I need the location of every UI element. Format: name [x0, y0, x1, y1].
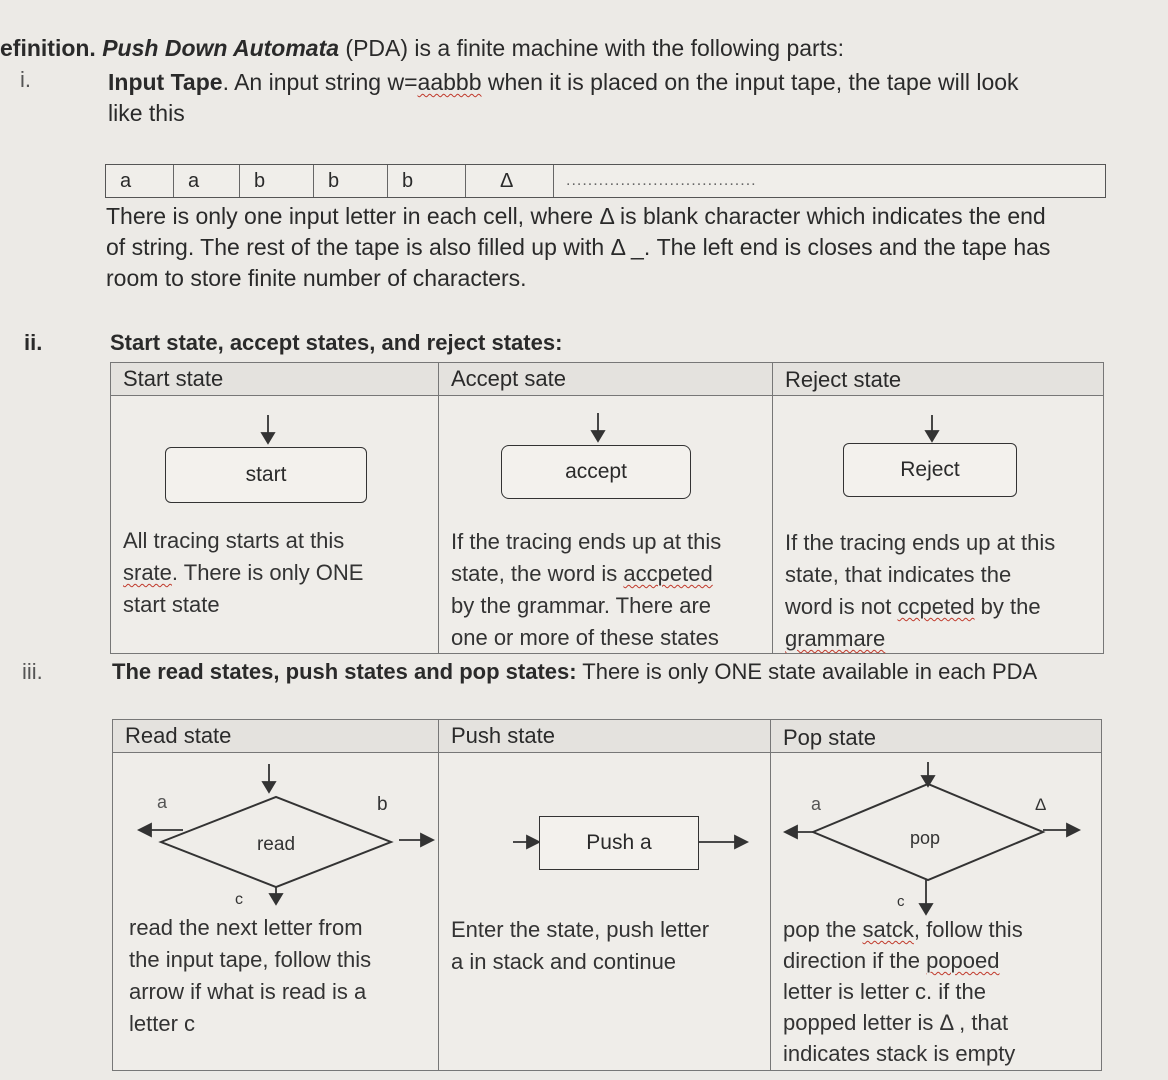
read-down-label: c — [235, 891, 243, 908]
accept-desc-line4: one or more of these states — [451, 625, 719, 650]
tape-cell: b — [240, 165, 314, 197]
pop-desc-line1-c: , follow this — [913, 917, 1023, 942]
start-desc-line2-rest: . There is only ONE — [171, 560, 364, 585]
definition-rest: (PDA) is a finite machine with the following parts: — [339, 35, 844, 61]
pop-desc-line5: indicates stack is empty — [783, 1041, 1016, 1066]
start-state-header: Start state — [123, 366, 224, 391]
read-label: read — [256, 834, 296, 855]
pop-state-header: Pop state — [783, 725, 876, 750]
section-3-line — [112, 656, 1037, 688]
definition-prefix: efinition. — [0, 35, 96, 61]
accept-state-description — [451, 526, 721, 654]
pop-left-label: a — [811, 794, 822, 814]
accept-desc-line1: If the tracing ends up at this — [451, 529, 722, 554]
reject-desc-typo: ccpeted — [897, 594, 975, 619]
push-state-description — [451, 914, 709, 978]
input-tape — [105, 164, 1106, 198]
reject-desc-line1: If the tracing ends up at this — [785, 530, 1056, 555]
section-2-heading: Start state, accept states, and reject states: — [110, 330, 563, 355]
accept-state-box: accept — [501, 445, 691, 499]
pop-desc-line2-a: direction if the — [783, 948, 927, 973]
push-state-box: Push a — [539, 816, 699, 870]
read-right-label: b — [377, 794, 388, 815]
start-state-box: start — [165, 447, 367, 503]
push-desc-line1: Enter the state, push letter — [451, 917, 710, 942]
accept-desc-line2-a: state, the word is — [451, 561, 624, 586]
section-1-text-b: when it is placed on the input tape, the tape will look — [481, 69, 1019, 95]
tape-cell: a — [106, 165, 174, 197]
operations-table — [112, 719, 1102, 1071]
read-desc-line3: arrow if what is read is a — [129, 979, 367, 1004]
push-state-header: Push state — [451, 723, 555, 748]
tape-desc-line2: of string. The rest of the tape is also filled up with Δ _. The left end is closes and the tape has — [106, 234, 1051, 260]
start-desc-typo: srate — [123, 560, 172, 585]
pop-desc-line1-a: pop the — [783, 917, 863, 942]
section-2-number: ii. — [24, 330, 43, 355]
section-1-word: aabbb — [417, 69, 482, 95]
accept-desc-line3: by the grammar. There are — [451, 593, 712, 618]
tape-desc-line1: There is only one input letter in each cell, where Δ is blank character which indicates the end — [106, 203, 1046, 229]
pop-label: pop — [909, 828, 941, 848]
accept-desc-line2 — [451, 558, 721, 590]
pop-desc-line3: letter is letter c. if the — [783, 979, 986, 1004]
pop-desc-typo-1: satck — [862, 917, 914, 942]
reject-state-box: Reject — [843, 443, 1017, 497]
read-state-description — [129, 912, 371, 1040]
pop-desc-typo-2: popoed — [926, 948, 1000, 973]
read-state-header: Read state — [125, 723, 232, 748]
accept-state-header: Accept sate — [451, 366, 566, 391]
section-3-heading: The read states, push states and pop states: — [112, 659, 577, 684]
read-desc-line4: letter c — [129, 1011, 196, 1036]
pop-desc-line4: popped letter is Δ , that — [783, 1010, 1009, 1035]
states-table — [110, 362, 1104, 654]
reject-state-description — [785, 527, 1055, 655]
section-3-rest: There is only ONE state available in each PDA — [576, 659, 1038, 684]
definition-title: Push Down Automata — [102, 35, 340, 61]
pop-right-label: Δ — [1035, 795, 1047, 814]
reject-desc-line4: grammare — [785, 626, 886, 651]
start-desc-line1: All tracing starts at this — [123, 528, 345, 553]
pop-desc-line2 — [783, 945, 1023, 976]
start-desc-line3: start state — [123, 592, 220, 617]
read-desc-line1: read the next letter from — [129, 915, 363, 940]
pop-down-label: c — [897, 893, 905, 910]
tape-cell: b — [314, 165, 388, 197]
tape-cell: b — [388, 165, 466, 197]
section-1-text-a: . An input string w= — [222, 69, 418, 95]
accept-desc-typo: accpeted — [623, 561, 713, 586]
pop-state-description — [783, 914, 1023, 1069]
start-state-description — [123, 525, 363, 621]
definition-line — [0, 32, 844, 64]
push-desc-line2: a in stack and continue — [451, 949, 677, 974]
reject-desc-line3 — [785, 591, 1055, 623]
reject-desc-line2: state, that indicates the — [785, 562, 1012, 587]
pop-desc-line1 — [783, 914, 1023, 945]
section-3-number: iii. — [22, 659, 43, 684]
read-desc-line2: the input tape, follow this — [129, 947, 372, 972]
read-left-label: a — [157, 792, 168, 812]
tape-continuation: ................................... — [566, 172, 757, 189]
section-1-heading: Input Tape — [108, 69, 223, 95]
section-1-number: i. — [20, 67, 31, 92]
tape-cell-blank: Δ — [466, 165, 554, 197]
reject-desc-line3-a: word is not — [785, 594, 898, 619]
start-desc-line2 — [123, 557, 363, 589]
tape-desc-line3: room to store finite number of characters. — [106, 265, 527, 291]
section-1-line1 — [108, 66, 1019, 98]
reject-desc-line3-c: by the — [974, 594, 1041, 619]
section-1-line2: like this — [108, 100, 185, 126]
tape-cell: a — [174, 165, 240, 197]
reject-state-header: Reject state — [785, 367, 902, 392]
